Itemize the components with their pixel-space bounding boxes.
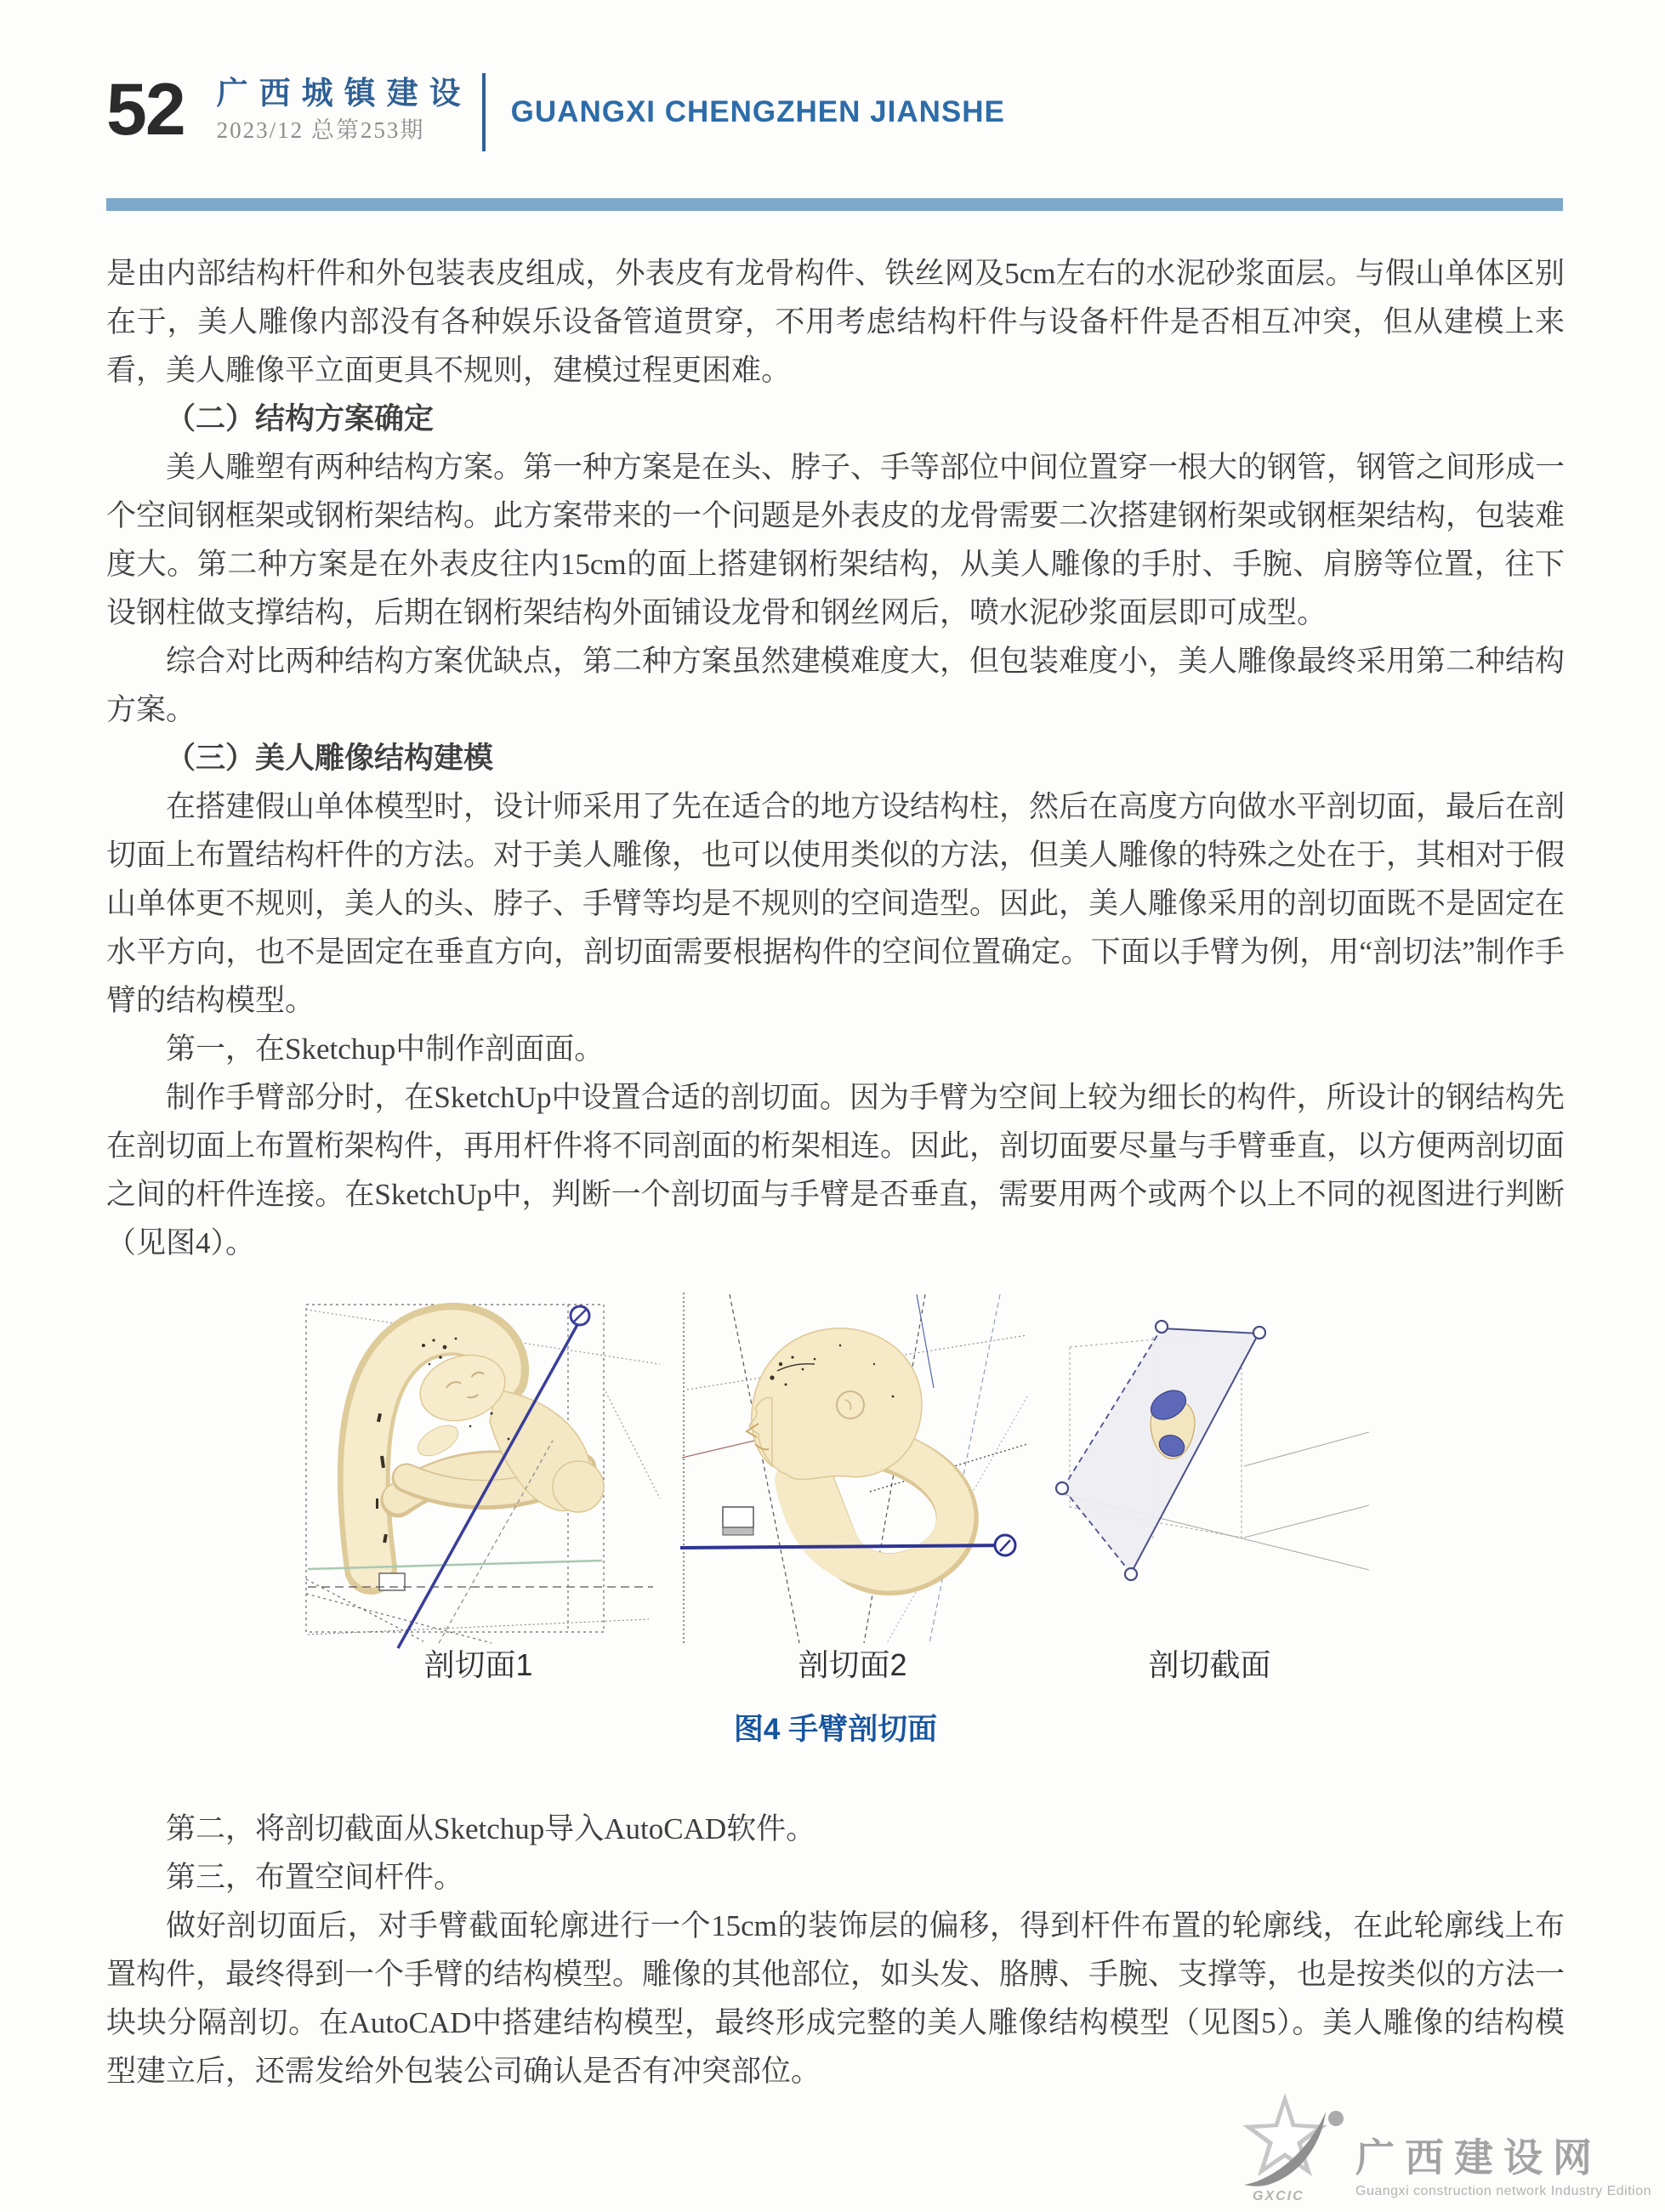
figure-4	[300, 1286, 1372, 1684]
logo-dot	[1328, 2111, 1344, 2126]
header-divider	[482, 73, 486, 151]
paragraph-step2: 第二，将剖切截面从Sketchup导入AutoCAD软件。	[166, 1812, 816, 1845]
model-view-cut-section-image	[1044, 1286, 1376, 1652]
section-heading-model: （三）美人雕像结构建模	[166, 742, 494, 775]
paragraph-plan-1: 美人雕塑有两种结构方案。第一种方案是在头、脖子、手等部位中间位置穿一根大的钢管，钢管之间形成一个空间钢框架或钢桁架结构。此方案带来的一个问题是外表皮的龙骨需要二次搭建钢桁架或钢框架结构，包装难度大。第二种方案是在外表皮往内15cm的面上搭建钢桁架结构，从美人雕像的手肘、手腕、肩膀等位置，往下设钢柱做支撑结构，后期在钢桁架结构外面铺设龙骨和钢丝网后，喷水泥砂浆面层即可成型。	[106, 451, 1566, 629]
paragraph-intro: 是由内部结构杆件和外包装表皮组成，外表皮有龙骨构件、铁丝网及5cm左右的水泥砂浆面层。与假山单体区别在于，美人雕像内部没有各种娱乐设备管道贯穿，不用考虑结构杆件与设备杆件是否相互冲突，但从建模上来看，美人雕像平立面更具不规则，建模过程更困难。	[106, 257, 1565, 387]
journal-title-block	[217, 73, 472, 143]
journal-issue: 2023/12 总第253期	[216, 117, 425, 143]
figure-label-2: 剖切面2	[798, 1647, 907, 1682]
paragraph-step3: 第三，布置空间杆件。	[166, 1861, 464, 1894]
figure-label-3: 剖切截面	[1148, 1647, 1271, 1682]
figure-panel-section-plane-1	[296, 1286, 662, 1684]
publisher-name-en: Guangxi construction network Industry Edition	[1355, 2184, 1651, 2198]
figure-panel-cut-section	[1044, 1286, 1376, 1684]
figure-label-1: 剖切面1	[423, 1647, 533, 1682]
journal-title-cn: 广西城镇建设	[216, 76, 472, 111]
model-view-section-plane-1-image	[296, 1286, 662, 1652]
page-header	[106, 69, 1005, 151]
origin-marker	[723, 1507, 753, 1535]
figure-panel-section-plane-2	[670, 1286, 1036, 1684]
paragraph-plan-2: 综合对比两种结构方案优缺点，第二种方案虽然建模难度大，但包装难度小，美人雕像最终采用第二种结构方案。	[106, 645, 1566, 726]
publisher-logo-text	[1355, 2137, 1651, 2205]
logo-abbr-text: GXCIC	[1253, 2189, 1304, 2203]
paragraph-step1: 第一，在Sketchup中制作剖面面。	[166, 1032, 605, 1066]
paragraph-model: 在搭建假山单体模型时，设计师采用了先在适合的地方设结构柱，然后在高度方向做水平剖切面，最后在剖切面上布置结构杆件的方法。对于美人雕像，也可以使用类似的方法，但美人雕像的特殊之处在于，其相对于假山单体更不规则，美人的头、脖子、手臂等均是不规则的空间造型。因此，美人雕像采用的剖切面既不是固定在水平方向，也不是固定在垂直方向，剖切面需要根据构件的空间位置确定。下面以手臂为例，用“剖切法”制作手臂的结构模型。	[106, 790, 1566, 1017]
header-rule	[106, 198, 1563, 211]
section-heading-plan: （二）结构方案确定	[166, 402, 435, 435]
publisher-name-cn: 广西建设网	[1355, 2136, 1602, 2180]
article-body	[106, 249, 1565, 2095]
paragraph-final: 做好剖切面后，对手臂截面轮廓进行一个15cm的装饰层的偏移，得到杆件布置的轮廓线，在此轮廓线上布置构件，最终得到一个手臂的结构模型。雕像的其他部位，如头发、胳膊、手腕、支撑等，也是按类似的方法一块块分隔剖切。在AutoCAD中搭建结构模型，最终形成完整的美人雕像结构模型（见图5）。美人雕像的结构模型建立后，还需发给外包装公司确认是否有冲突部位。	[106, 1909, 1566, 2088]
page-number: 52	[106, 69, 185, 151]
paragraph-step1-detail: 制作手臂部分时，在SketchUp中设置合适的剖切面。因为手臂为空间上较为细长的构件，所设计的钢结构先在剖切面上布置桁架构件，再用杆件将不同剖面的桁架相连。因此，剖切面要尽量与手臂垂直，以方便两剖切面之间的杆件连接。在SketchUp中，判断一个剖切面与手臂是否垂直，需要用两个或两个以上不同的视图进行判断（见图4）。	[106, 1081, 1566, 1260]
star-shape	[1242, 2093, 1344, 2186]
figure-caption: 图4 手臂剖切面	[733, 1713, 938, 1746]
star-logo-icon	[1232, 2086, 1347, 2205]
model-view-section-plane-2-image	[670, 1286, 1036, 1652]
origin-marker	[379, 1573, 405, 1590]
journal-title-en: GUANGXI CHENGZHEN JIANSHE	[510, 95, 1005, 128]
publisher-logo	[1232, 2086, 1651, 2205]
